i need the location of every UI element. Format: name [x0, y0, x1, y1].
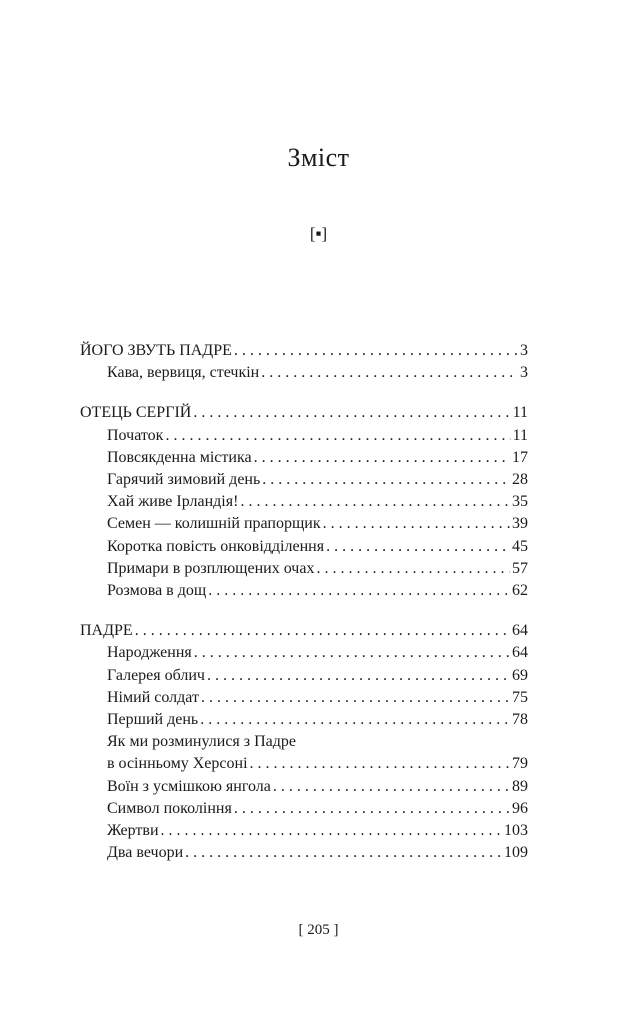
- toc-entry[interactable]: [80, 362, 528, 384]
- toc-entry-line[interactable]: [80, 731, 528, 753]
- toc-page-number: 35: [512, 493, 528, 511]
- toc-heading[interactable]: [80, 620, 528, 642]
- toc-section: [80, 402, 528, 602]
- toc-entry-label: Жертви: [107, 822, 159, 840]
- toc-heading-label: ЙОГО ЗВУТЬ ПАДРЕ: [80, 342, 232, 359]
- leader-dots: [208, 580, 510, 602]
- toc-entry[interactable]: [80, 425, 528, 447]
- toc-entry[interactable]: [80, 513, 528, 535]
- leader-dots: [261, 362, 518, 384]
- toc-entry-label: Повсякденна містика: [107, 448, 252, 466]
- page-number-footer: [ 205 ]: [298, 922, 339, 938]
- toc-entry[interactable]: [80, 709, 528, 731]
- toc-page-number: 64: [512, 622, 528, 640]
- toc-entry[interactable]: [80, 665, 528, 687]
- toc-entry-label: Німий солдат: [107, 688, 199, 706]
- leader-dots: [165, 425, 510, 447]
- ornament: [▪]: [309, 224, 328, 243]
- toc-entry-label: Примари в розплющених очах: [107, 559, 315, 577]
- leader-dots: [234, 340, 518, 362]
- leader-dots: [254, 447, 510, 469]
- toc-entry-label: Гарячий зимовий день: [107, 471, 261, 489]
- toc-page-number: 109: [504, 844, 528, 862]
- toc-entry[interactable]: [80, 536, 528, 558]
- toc-heading[interactable]: [80, 340, 528, 362]
- toc-page-number: 11: [512, 426, 528, 444]
- leader-dots: [262, 469, 510, 491]
- toc-entry[interactable]: [80, 753, 528, 775]
- toc-page-number: 62: [512, 582, 528, 600]
- toc-entry[interactable]: [80, 842, 528, 864]
- toc-page-number: 45: [512, 537, 528, 555]
- toc-page-number: 89: [512, 777, 528, 795]
- leader-dots: [316, 558, 510, 580]
- toc-page-number: 11: [512, 404, 528, 422]
- toc-entry[interactable]: [80, 469, 528, 491]
- toc-entry[interactable]: [80, 820, 528, 842]
- leader-dots: [240, 491, 510, 513]
- toc-entry-label: Кава, вервиця, стечкін: [107, 364, 260, 382]
- toc-entry-label: в осінньому Херсоні: [107, 755, 248, 773]
- leader-dots: [326, 536, 510, 558]
- toc-entry-label: Два вечори: [107, 844, 184, 862]
- leader-dots: [135, 620, 510, 642]
- leader-dots: [207, 665, 510, 687]
- toc-section: [80, 340, 528, 384]
- toc-entry-label: Хай живе Ірландія!: [107, 493, 239, 511]
- leader-dots: [194, 642, 510, 664]
- toc-section: [80, 620, 528, 864]
- leader-dots: [161, 820, 502, 842]
- toc-entry[interactable]: [80, 642, 528, 664]
- toc-entry-label: Як ми розминулися з Падре: [107, 733, 296, 751]
- toc-entry[interactable]: [80, 798, 528, 820]
- leader-dots: [201, 687, 510, 709]
- toc-heading-label: ОТЕЦЬ СЕРГІЙ: [80, 404, 192, 422]
- toc-entry-label: Народження: [107, 644, 192, 662]
- toc-page-number: 96: [512, 799, 528, 817]
- toc-page-number: 69: [512, 666, 528, 684]
- toc-entry-label: Перший день: [107, 711, 199, 729]
- toc-page-number: 57: [512, 559, 528, 577]
- toc-page-number: 64: [512, 644, 528, 662]
- toc-entry[interactable]: [80, 776, 528, 798]
- toc-entry-label: Воїн з усмішкою янгола: [107, 777, 271, 795]
- leader-dots: [185, 842, 502, 864]
- toc-entry[interactable]: [80, 580, 528, 602]
- toc-entry-label: Коротка повість онковідділення: [107, 537, 325, 555]
- toc-page-number: 28: [512, 471, 528, 489]
- toc-page-number: 79: [512, 755, 528, 773]
- toc-entry[interactable]: [80, 491, 528, 513]
- toc-page-number: 103: [504, 822, 528, 840]
- toc-entry[interactable]: [80, 447, 528, 469]
- leader-dots: [273, 776, 510, 798]
- toc-entry[interactable]: [80, 558, 528, 580]
- toc-page-number: 39: [512, 515, 528, 533]
- toc-page-number: 3: [520, 342, 528, 359]
- toc-entry-label: Символ покоління: [107, 799, 232, 817]
- toc-entry-label: Початок: [107, 426, 164, 444]
- toc-entry-label: Галерея облич: [107, 666, 205, 684]
- leader-dots: [234, 798, 510, 820]
- toc-page-number: 75: [512, 688, 528, 706]
- toc-entry-label: Семен — колишній прапорщик: [107, 515, 321, 533]
- toc-page-number: 17: [512, 448, 528, 466]
- leader-dots: [323, 513, 510, 535]
- page-title: Зміст: [287, 143, 350, 172]
- leader-dots: [200, 709, 510, 731]
- leader-dots: [193, 402, 510, 424]
- leader-dots: [250, 753, 510, 775]
- toc-page-number: 78: [512, 711, 528, 729]
- table-of-contents: [80, 340, 528, 882]
- toc-entry[interactable]: [80, 687, 528, 709]
- toc-heading[interactable]: [80, 402, 528, 424]
- toc-heading-label: ПАДРЕ: [80, 622, 133, 640]
- toc-entry-label: Розмова в дощ: [107, 582, 207, 600]
- toc-page-number: 3: [520, 364, 528, 382]
